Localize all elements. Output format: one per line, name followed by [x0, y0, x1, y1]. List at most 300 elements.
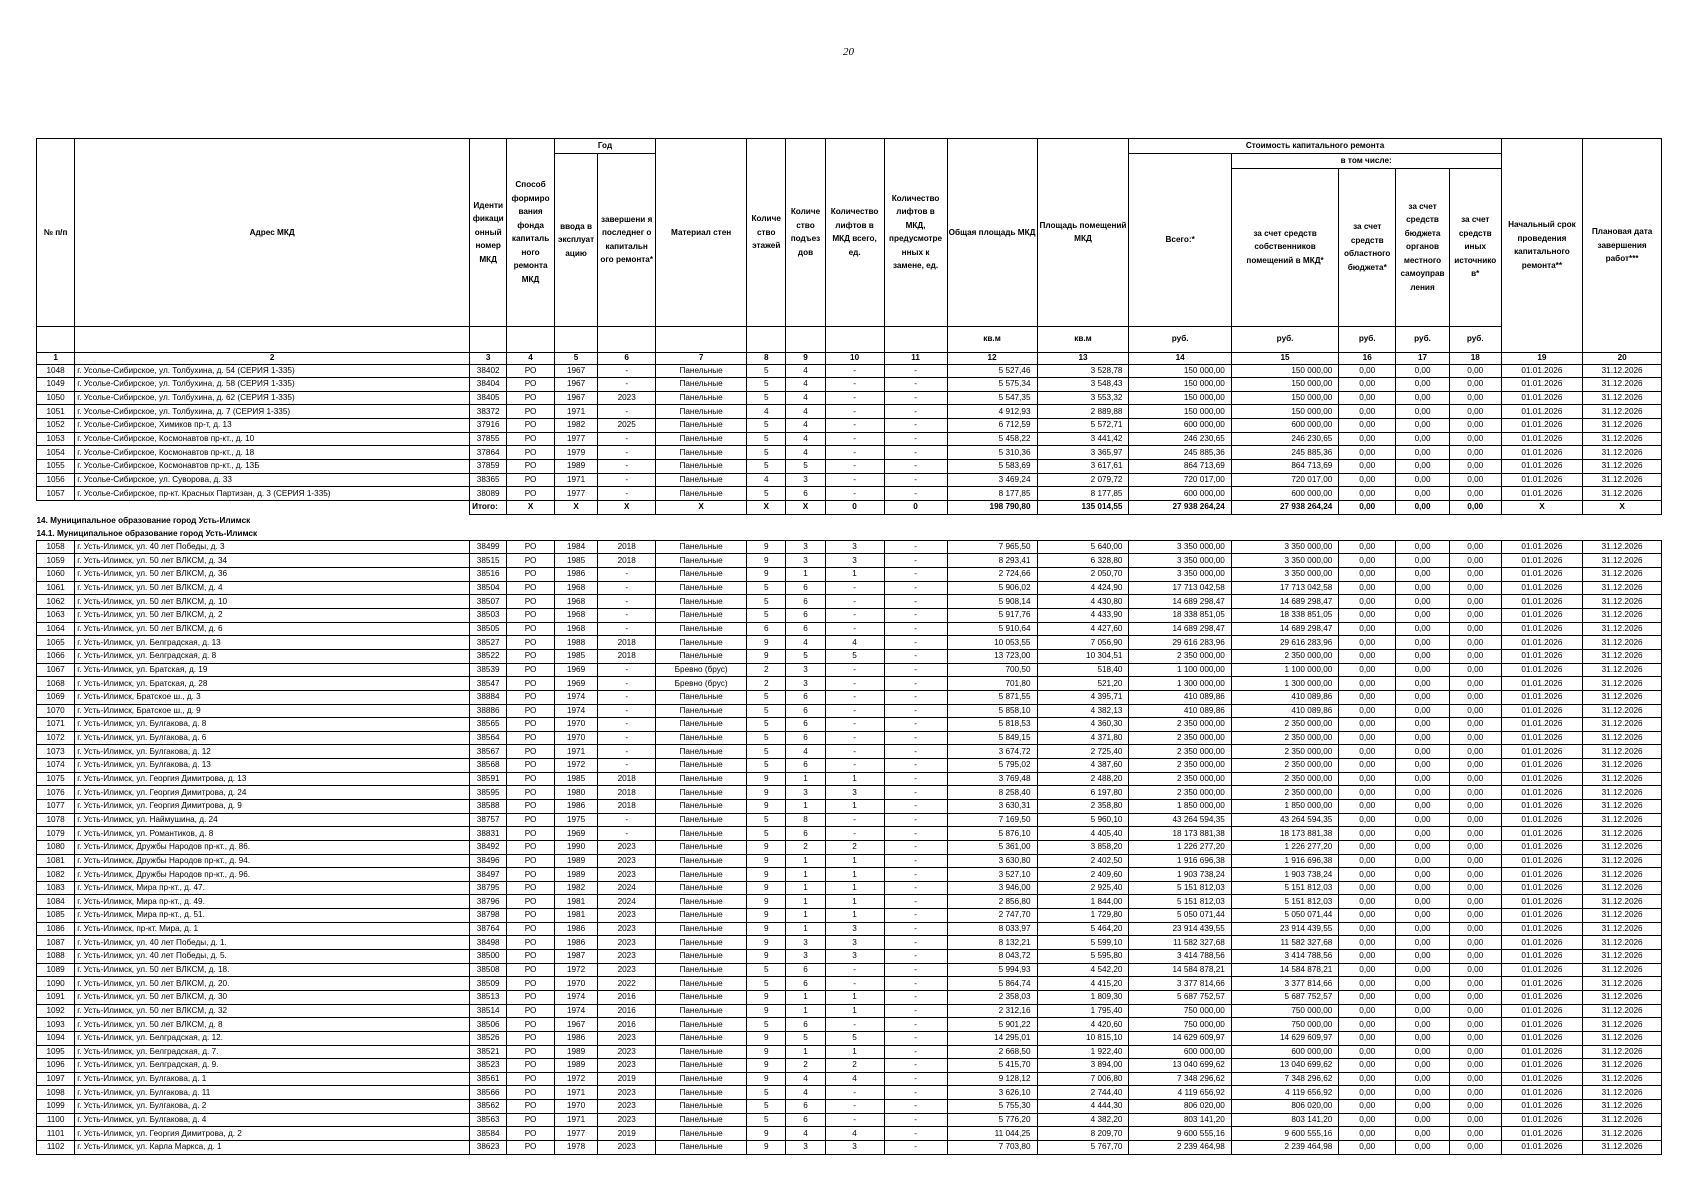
column-number: 14: [1129, 352, 1231, 364]
table-cell: -: [884, 881, 947, 895]
table-cell: -: [884, 1141, 947, 1155]
table-cell: -: [598, 568, 656, 582]
table-row: [37, 609, 1662, 623]
table-cell: 4 444,30: [1037, 1100, 1129, 1114]
table-cell: Панельные: [656, 554, 747, 568]
table-cell: 37855: [470, 432, 507, 446]
table-cell: 01.01.2026: [1501, 868, 1583, 882]
table-cell: 01.01.2026: [1501, 446, 1583, 460]
table-cell: -: [825, 704, 884, 718]
table-cell: 4 433,90: [1037, 609, 1129, 623]
table-cell: 0,00: [1449, 963, 1501, 977]
table-cell: 1 729,80: [1037, 909, 1129, 923]
table-cell: -: [884, 1113, 947, 1127]
table-cell: 01.01.2026: [1501, 840, 1583, 854]
table-cell: 38568: [470, 759, 507, 773]
table-cell: РО: [507, 419, 555, 433]
table-cell: 01.01.2026: [1501, 1004, 1583, 1018]
table-cell: 2023: [598, 963, 656, 977]
total-cell: 0: [884, 500, 947, 514]
table-cell: 0,00: [1396, 459, 1450, 473]
table-cell: РО: [507, 759, 555, 773]
table-row: [37, 1086, 1662, 1100]
unit-blank: [470, 326, 507, 352]
table-cell: 5: [747, 581, 786, 595]
table-cell: -: [884, 759, 947, 773]
table-cell: 38504: [470, 581, 507, 595]
table-cell: -: [884, 1031, 947, 1045]
table-cell: 1: [786, 881, 825, 895]
table-cell: 600 000,00: [1231, 419, 1339, 433]
table-cell: РО: [507, 1086, 555, 1100]
table-cell: 0,00: [1339, 854, 1396, 868]
table-cell: 0,00: [1449, 622, 1501, 636]
table-cell: Панельные: [656, 1059, 747, 1073]
table-row: [37, 1059, 1662, 1073]
table-cell: 5: [747, 704, 786, 718]
table-cell: 0,00: [1339, 581, 1396, 595]
table-cell: 38798: [470, 909, 507, 923]
table-cell: 18 338 851,05: [1129, 609, 1231, 623]
table-cell: 14 629 609,97: [1129, 1031, 1231, 1045]
table-cell: 31.12.2026: [1583, 487, 1662, 501]
table-cell: 0,00: [1449, 595, 1501, 609]
table-cell: Панельные: [656, 881, 747, 895]
table-cell: -: [884, 813, 947, 827]
table-cell: 5: [747, 813, 786, 827]
table-cell: Панельные: [656, 1031, 747, 1045]
table-cell: -: [598, 446, 656, 460]
table-cell: 4: [786, 745, 825, 759]
column-number: 1: [37, 352, 75, 364]
table-cell: 0,00: [1449, 609, 1501, 623]
table-cell: 1071: [37, 718, 75, 732]
table-cell: 1: [786, 568, 825, 582]
unit-rub: руб.: [1396, 326, 1450, 352]
table-cell: 1070: [37, 704, 75, 718]
column-number: 3: [470, 352, 507, 364]
table-cell: -: [598, 432, 656, 446]
table-cell: 0,00: [1396, 772, 1450, 786]
table-cell: -: [825, 1100, 884, 1114]
table-cell: 6: [786, 609, 825, 623]
table-cell: 3: [786, 540, 825, 554]
table-cell: РО: [507, 663, 555, 677]
table-cell: 3 553,32: [1037, 391, 1129, 405]
table-cell: 0,00: [1449, 677, 1501, 691]
table-cell: Панельные: [656, 772, 747, 786]
table-cell: 31.12.2026: [1583, 909, 1662, 923]
table-cell: 31.12.2026: [1583, 649, 1662, 663]
table-cell: -: [825, 473, 884, 487]
table-cell: РО: [507, 405, 555, 419]
table-cell: -: [884, 690, 947, 704]
table-row: [37, 1072, 1662, 1086]
table-cell: 8 177,85: [1037, 487, 1129, 501]
table-cell: Панельные: [656, 1086, 747, 1100]
table-cell: 0,00: [1339, 595, 1396, 609]
table-header: [37, 139, 1662, 365]
table-cell: г. Усть-Илимск, Дружбы Народов пр-кт., д. 96.: [75, 868, 470, 882]
table-cell: 5 583,69: [947, 459, 1037, 473]
table-cell: 0,00: [1396, 1086, 1450, 1100]
header-id: Иденти фикаци онный номер МКД: [470, 139, 507, 327]
table-cell: 0,00: [1396, 487, 1450, 501]
table-cell: 01.01.2026: [1501, 1072, 1583, 1086]
table-cell: 0,00: [1449, 772, 1501, 786]
table-cell: г. Усолье-Сибирское, ул. Толбухина, д. 62 (СЕРИЯ 1-335): [75, 391, 470, 405]
table-cell: 6: [786, 963, 825, 977]
table-cell: 1974: [554, 1004, 597, 1018]
table-cell: 01.01.2026: [1501, 1127, 1583, 1141]
table-cell: -: [884, 854, 947, 868]
table-cell: 0,00: [1339, 909, 1396, 923]
unit-blank: [507, 326, 555, 352]
table-cell: Панельные: [656, 718, 747, 732]
table-cell: РО: [507, 677, 555, 691]
table-cell: 38584: [470, 1127, 507, 1141]
table-cell: 31.12.2026: [1583, 419, 1662, 433]
table-cell: 600 000,00: [1231, 487, 1339, 501]
table-cell: 1090: [37, 977, 75, 991]
table-cell: 1050: [37, 391, 75, 405]
table-cell: 2023: [598, 922, 656, 936]
table-cell: 01.01.2026: [1501, 990, 1583, 1004]
table-cell: -: [825, 459, 884, 473]
table-cell: 1072: [37, 731, 75, 745]
table-cell: 01.01.2026: [1501, 854, 1583, 868]
table-cell: Панельные: [656, 636, 747, 650]
table-cell: 01.01.2026: [1501, 432, 1583, 446]
table-cell: 0,00: [1449, 1018, 1501, 1032]
table-cell: РО: [507, 936, 555, 950]
table-row: [37, 704, 1662, 718]
header-cost-group: Стоимость капитального ремонта: [1129, 139, 1501, 154]
table-cell: 31.12.2026: [1583, 1100, 1662, 1114]
table-cell: 1084: [37, 895, 75, 909]
table-cell: г. Усть-Илимск, ул. Георгия Димитрова, д. 13: [75, 772, 470, 786]
table-cell: 9: [747, 895, 786, 909]
table-cell: 245 885,36: [1231, 446, 1339, 460]
table-cell: 11 582 327,68: [1231, 936, 1339, 950]
table-cell: 38089: [470, 487, 507, 501]
table-cell: 9: [747, 881, 786, 895]
table-cell: 0,00: [1449, 1113, 1501, 1127]
table-cell: 1096: [37, 1059, 75, 1073]
table-cell: 1987: [554, 950, 597, 964]
table-cell: 0,00: [1396, 718, 1450, 732]
table-cell: РО: [507, 950, 555, 964]
table-cell: Панельные: [656, 840, 747, 854]
table-cell: 1056: [37, 473, 75, 487]
table-cell: 0,00: [1396, 1141, 1450, 1155]
table-cell: 01.01.2026: [1501, 1086, 1583, 1100]
table-cell: 0,00: [1396, 636, 1450, 650]
table-cell: 2023: [598, 1045, 656, 1059]
table-cell: 5 960,10: [1037, 813, 1129, 827]
table-cell: 0,00: [1339, 990, 1396, 1004]
table-cell: 38523: [470, 1059, 507, 1073]
table-row: [37, 622, 1662, 636]
table-row: [37, 745, 1662, 759]
table-cell: 750 000,00: [1231, 1004, 1339, 1018]
table-cell: 6 328,80: [1037, 554, 1129, 568]
table-cell: г. Усть-Илимск, ул. 50 лет ВЛКСМ, д. 32: [75, 1004, 470, 1018]
header-area-premises: Площадь помещений МКД: [1037, 139, 1129, 327]
table-cell: 1968: [554, 609, 597, 623]
table-cell: РО: [507, 1031, 555, 1045]
table-cell: 0,00: [1449, 881, 1501, 895]
table-cell: г. Усть-Илимск, ул. 40 лет Победы, д. 3: [75, 540, 470, 554]
table-cell: 0,00: [1396, 690, 1450, 704]
table-cell: 31.12.2026: [1583, 840, 1662, 854]
table-cell: 5 547,35: [947, 391, 1037, 405]
table-cell: 0,00: [1396, 540, 1450, 554]
table-cell: 3: [825, 554, 884, 568]
table-cell: 600 000,00: [1129, 419, 1231, 433]
table-cell: 1068: [37, 677, 75, 691]
table-cell: Панельные: [656, 473, 747, 487]
total-cell: 0,00: [1339, 500, 1396, 514]
header-cost-owners: за счет средств собственников помещений в МКД*: [1231, 168, 1339, 326]
table-cell: 4: [786, 405, 825, 419]
table-cell: Панельные: [656, 459, 747, 473]
table-cell: 5 755,30: [947, 1100, 1037, 1114]
table-cell: 5: [747, 1086, 786, 1100]
table-cell: 1057: [37, 487, 75, 501]
table-cell: 864 713,69: [1231, 459, 1339, 473]
table-cell: 2: [786, 840, 825, 854]
table-cell: 5 575,34: [947, 378, 1037, 392]
table-cell: 4 415,20: [1037, 977, 1129, 991]
table-cell: РО: [507, 378, 555, 392]
table-cell: 1: [786, 909, 825, 923]
table-cell: 5 917,76: [947, 609, 1037, 623]
table-cell: 31.12.2026: [1583, 609, 1662, 623]
table-cell: 01.01.2026: [1501, 391, 1583, 405]
table-cell: РО: [507, 595, 555, 609]
table-cell: 0,00: [1449, 718, 1501, 732]
table-cell: 2023: [598, 1059, 656, 1073]
table-cell: 8 033,97: [947, 922, 1037, 936]
table-cell: 9: [747, 922, 786, 936]
table-cell: 14 689 298,47: [1231, 622, 1339, 636]
table-cell: 0,00: [1339, 364, 1396, 378]
table-cell: 2 725,40: [1037, 745, 1129, 759]
column-numbers-row: [37, 352, 1662, 364]
total-cell: X: [656, 500, 747, 514]
table-cell: 8 132,21: [947, 936, 1037, 950]
table-cell: -: [825, 1113, 884, 1127]
table-cell: -: [825, 364, 884, 378]
table-cell: 2016: [598, 990, 656, 1004]
table-cell: -: [884, 378, 947, 392]
table-cell: 1053: [37, 432, 75, 446]
table-cell: 01.01.2026: [1501, 922, 1583, 936]
table-cell: 0,00: [1449, 868, 1501, 882]
table-cell: 1094: [37, 1031, 75, 1045]
table-cell: -: [884, 1072, 947, 1086]
table-row: [37, 568, 1662, 582]
table-cell: 6: [786, 581, 825, 595]
table-cell: г. Усть-Илимск, ул. Булгакова, д. 13: [75, 759, 470, 773]
table-cell: -: [825, 609, 884, 623]
table-cell: 01.01.2026: [1501, 1113, 1583, 1127]
table-cell: 2019: [598, 1127, 656, 1141]
table-cell: 31.12.2026: [1583, 1086, 1662, 1100]
header-method: Способ формиро вания фонда капиталь ного ремонта МКД: [507, 139, 555, 327]
table-cell: 31.12.2026: [1583, 1072, 1662, 1086]
table-cell: -: [598, 364, 656, 378]
table-cell: 3 626,10: [947, 1086, 1037, 1100]
table-cell: 0,00: [1339, 1127, 1396, 1141]
table-cell: 38515: [470, 554, 507, 568]
table-cell: 0,00: [1396, 581, 1450, 595]
table-cell: 3 548,43: [1037, 378, 1129, 392]
table-cell: РО: [507, 1127, 555, 1141]
table-cell: 2: [747, 663, 786, 677]
table-cell: 5 595,80: [1037, 950, 1129, 964]
table-cell: 150 000,00: [1129, 391, 1231, 405]
table-cell: 1969: [554, 677, 597, 691]
table-cell: -: [825, 595, 884, 609]
table-cell: 3: [825, 950, 884, 964]
table-cell: 0,00: [1339, 936, 1396, 950]
table-cell: 0,00: [1396, 446, 1450, 460]
table-cell: 2 350 000,00: [1129, 731, 1231, 745]
table-cell: 1: [825, 909, 884, 923]
total-cell: 135 014,55: [1037, 500, 1129, 514]
table-cell: 3: [825, 540, 884, 554]
table-row: [37, 473, 1662, 487]
table-cell: 3 527,10: [947, 868, 1037, 882]
table-cell: -: [884, 786, 947, 800]
table-cell: -: [884, 364, 947, 378]
table-cell: 1097: [37, 1072, 75, 1086]
table-row: [37, 432, 1662, 446]
table-cell: 4 427,60: [1037, 622, 1129, 636]
table-cell: 1 903 738,24: [1129, 868, 1231, 882]
table-cell: -: [884, 718, 947, 732]
table-cell: 5 050 071,44: [1129, 909, 1231, 923]
table-cell: 9: [747, 800, 786, 814]
table-cell: 31.12.2026: [1583, 827, 1662, 841]
table-cell: 5 415,70: [947, 1059, 1037, 1073]
table-cell: 01.01.2026: [1501, 622, 1583, 636]
table-cell: -: [884, 1045, 947, 1059]
table-cell: 0,00: [1396, 854, 1450, 868]
table-cell: 0,00: [1339, 868, 1396, 882]
unit-blank: [37, 326, 75, 352]
table-cell: 2018: [598, 554, 656, 568]
table-cell: -: [884, 922, 947, 936]
table-cell: Панельные: [656, 446, 747, 460]
table-cell: 38547: [470, 677, 507, 691]
table-cell: 1: [786, 772, 825, 786]
table-cell: 0,00: [1339, 1045, 1396, 1059]
table-cell: 0,00: [1449, 473, 1501, 487]
table-cell: 1985: [554, 649, 597, 663]
total-cell: X: [598, 500, 656, 514]
table-cell: 38498: [470, 936, 507, 950]
table-cell: -: [598, 813, 656, 827]
table-cell: 0,00: [1396, 663, 1450, 677]
table-cell: РО: [507, 649, 555, 663]
table-cell: 31.12.2026: [1583, 813, 1662, 827]
table-cell: 4: [786, 1072, 825, 1086]
table-cell: 7 965,50: [947, 540, 1037, 554]
table-cell: 6: [786, 718, 825, 732]
table-cell: г. Усть-Илимск, ул. Наймушина, д. 24: [75, 813, 470, 827]
table-cell: 23 914 439,55: [1129, 922, 1231, 936]
table-cell: 6: [786, 1018, 825, 1032]
table-cell: Панельные: [656, 704, 747, 718]
table-cell: 0,00: [1449, 446, 1501, 460]
unit-blank: [75, 326, 470, 352]
table-cell: -: [884, 636, 947, 650]
table-cell: 9: [747, 554, 786, 568]
table-cell: г. Усть-Илимск, ул. 50 лет ВЛКСМ, д. 20.: [75, 977, 470, 991]
table-cell: 1: [825, 895, 884, 909]
table-cell: -: [884, 581, 947, 595]
table-cell: 5 849,15: [947, 731, 1037, 745]
table-cell: 5 687 752,57: [1231, 990, 1339, 1004]
table-cell: 0,00: [1339, 540, 1396, 554]
table-cell: 0,00: [1449, 1141, 1501, 1155]
table-cell: 01.01.2026: [1501, 581, 1583, 595]
table-cell: 0,00: [1339, 568, 1396, 582]
column-number: 15: [1231, 352, 1339, 364]
table-cell: 0,00: [1449, 813, 1501, 827]
column-number: 18: [1449, 352, 1501, 364]
table-cell: 0,00: [1396, 609, 1450, 623]
table-cell: г. Усть-Илимск, ул. Белградская, д. 7.: [75, 1045, 470, 1059]
unit-rub: руб.: [1129, 326, 1231, 352]
table-cell: 1101: [37, 1127, 75, 1141]
table-cell: 31.12.2026: [1583, 568, 1662, 582]
table-cell: 13 723,00: [947, 649, 1037, 663]
table-cell: 0,00: [1339, 827, 1396, 841]
table-cell: 1989: [554, 854, 597, 868]
column-number: 20: [1583, 352, 1662, 364]
table-cell: г. Усть-Илимск, ул. Карла Маркса, д. 1: [75, 1141, 470, 1155]
table-cell: 4 360,30: [1037, 718, 1129, 732]
table-cell: 1067: [37, 663, 75, 677]
table-cell: г. Усть-Илимск, ул. 50 лет ВЛКСМ, д. 18.: [75, 963, 470, 977]
header-year-last: завершени я последнег о капитальн ого ремонта*: [598, 154, 656, 327]
table-row: [37, 554, 1662, 568]
table-cell: 1 226 277,20: [1129, 840, 1231, 854]
table-cell: 5: [747, 487, 786, 501]
table-cell: 5 871,55: [947, 690, 1037, 704]
table-cell: 0,00: [1449, 909, 1501, 923]
table-cell: 14 584 878,21: [1231, 963, 1339, 977]
table-cell: 1083: [37, 881, 75, 895]
table-cell: г. Усть-Илимск, Братское ш., д. 9: [75, 704, 470, 718]
table-cell: 1989: [554, 868, 597, 882]
table-cell: Панельные: [656, 909, 747, 923]
table-cell: 38886: [470, 704, 507, 718]
table-cell: 01.01.2026: [1501, 827, 1583, 841]
table-cell: 14 689 298,47: [1129, 595, 1231, 609]
header-year-commission: ввода в эксплуат ацию: [554, 154, 597, 327]
table-cell: 31.12.2026: [1583, 677, 1662, 691]
table-cell: РО: [507, 786, 555, 800]
table-row: [37, 595, 1662, 609]
table-cell: 38372: [470, 405, 507, 419]
table-cell: 5: [747, 446, 786, 460]
table-row: [37, 446, 1662, 460]
